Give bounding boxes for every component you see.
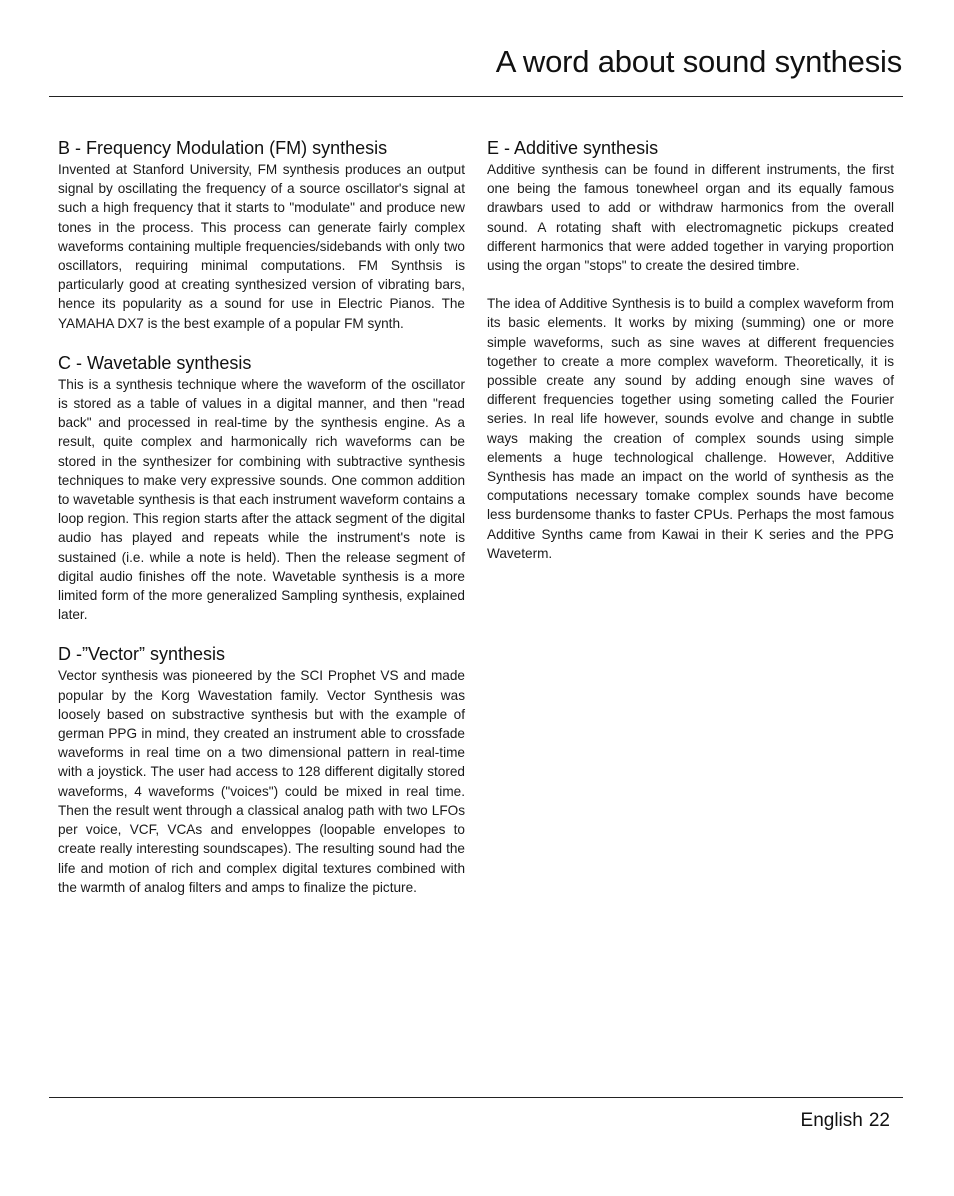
right-column [487, 136, 894, 563]
section-additive-synthesis [487, 136, 894, 563]
section-vector-synthesis [58, 642, 465, 896]
section-heading-fm: B - Frequency Modulation (FM) synthesis [58, 138, 388, 158]
left-column [58, 136, 465, 897]
section-body-additive-2: The idea of Additive Synthesis is to build a complex waveform from its basic elements. It works by mixing (summing) one or more simple waveforms, such as sine waves at different frequencies together to create a more complex waveform. Theoretically, it is possible create any sound by adding enough sine waves of different frequencies together using someting called the Fourier series. In real life however, sounds evolve and change in subtle ways making the creation of complex sounds using simple elements a huge technological challenge. However, Additive Synthesis has made an impact on the world of synthesis as the computations necessary tomake complex sounds have become less burdensome thanks to faster CPUs. Perhaps the most famous Additive Synths came from Kawai in their K series and the PPG Waveterm. [487, 296, 894, 561]
page-footer [801, 1110, 890, 1132]
section-body-fm: Invented at Stanford University, FM synthesis produces an output signal by oscillating the frequency of a source oscillator's signal at such a high frequency that it starts to "modulate" and produce new tones in the process. This process can generate fairly complex waveforms containing multiple frequencies/sidebands with only two oscillators, requiring minimal computations. FM Synthsis is particularly good at creating synthesized version of vibrating bars, hence its popularity as a sound for use in Electric Pianos. The YAMAHA DX7 is the best example of a popular FM synth. [58, 162, 465, 331]
footer-language: English [800, 1110, 863, 1131]
section-body-wavetable: This is a synthesis technique where the waveform of the oscillator is stored as a table of values in a digital manner, and then "read back" and processed in real-time by the synthesis engine. As a result, quite complex and harmonically rich waveforms can be stored in the synthesizer for combining with subtractive synthesis techniques to make very expressive sounds. One common addition to wavetable synthesis is that each instrument waveform contains a loop region. This region starts after the attack segment of the digital audio has played and repeats while the instrument's note is sustained (i.e. while a note is held). Then the release segment of digital audio finishes off the note. Wavetable synthesis is a more limited form of the more generalized Sampling synthesis, explained later. [58, 376, 465, 623]
footer-rule [49, 1097, 903, 1098]
section-body-vector: Vector synthesis was pioneered by the SCI Prophet VS and made popular by the Korg Wavestation family. Vector Synthesis was loosely based on substractive synthesis but with the example of german PPG in mind, they created an instrument able to crossfade waveforms in real time on a two dimensional pattern in real-time with a joystick. The user had access to 128 different digitally stored waveforms, 4 waveforms ("voices") could be mixed in real time. Then the result went through a classical analog path with two LFOs per voice, VCF, VCAs and enveloppes (loopable envelopes to create really interesting soundscapes). The resulting sound had the life and motion of rich and complex digital textures combined with the warmth of analog filters and amps to finalize the picture. [58, 668, 465, 895]
section-heading-additive: E - Additive synthesis [487, 138, 659, 158]
section-heading-vector: D -”Vector” synthesis [58, 644, 226, 665]
section-body-additive-1: Additive synthesis can be found in different instruments, the first one being the famous tonewheel organ and its equally famous drawbars used to add or withdraw harmonics from the overall sound. A rotating shaft with electromagnetic pickups created different harmonics that were added together in varying proportion using the organ "stops" to create the desired timbre. [487, 162, 894, 274]
section-fm-synthesis [58, 136, 465, 333]
page-title: A word about sound synthesis [495, 44, 902, 79]
section-heading-wavetable: C - Wavetable synthesis [58, 352, 252, 373]
paragraph-spacer [487, 275, 894, 294]
footer-page-number: 22 [868, 1110, 890, 1131]
header-rule [49, 96, 903, 97]
section-wavetable-synthesis [58, 351, 465, 625]
